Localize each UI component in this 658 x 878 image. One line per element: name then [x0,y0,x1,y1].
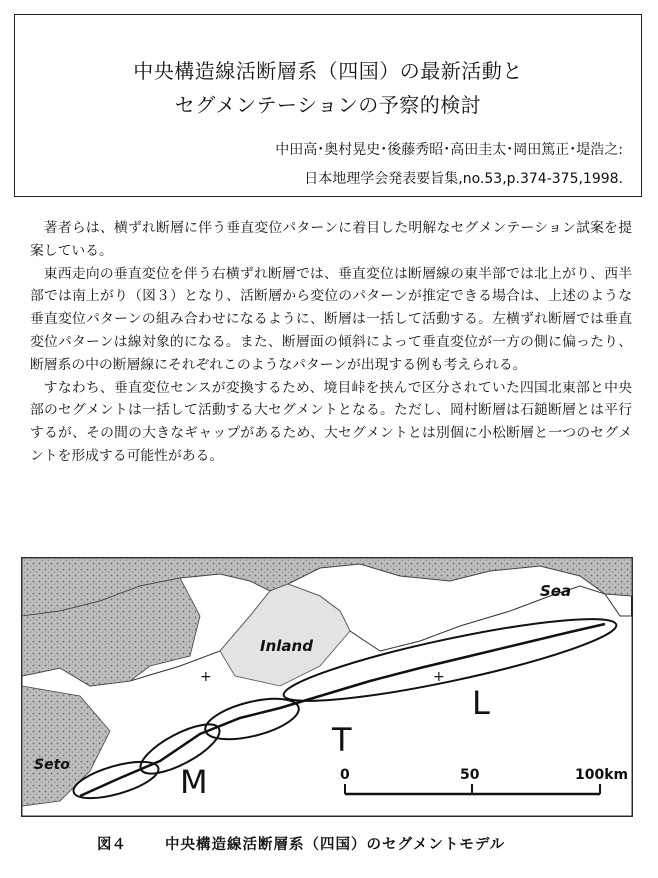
scale-tick-100: 100km [575,767,629,783]
marker-plus-east: + [433,669,445,685]
body-text [30,217,632,468]
paper-title-line2: セグメンテーションの予察的検討 [174,93,482,117]
caption-text: 中央構造線活断層系（四国）のセグメントモデル [165,837,506,853]
label-seto: Seto [34,757,70,773]
paragraph-1: 著者らは、横ずれ断層に伴う垂直変位パターンに着目した明解なセグメンテーション試案を提案している。 [30,220,632,259]
citation: 日本地理学会発表要旨集,no.53,p.374-375,1998. [304,171,623,187]
segment-label-t: T [332,721,352,759]
segment-label-l: L [472,684,490,722]
label-inland: Inland [260,637,313,655]
segment-label-m: M [180,763,208,801]
scale-tick-50: 50 [460,767,480,783]
marker-plus-west: + [200,669,212,685]
paragraph-3: すなわち、垂直変位センスが変換するため、境目峠を挟んで区分されていた四国北東部と中央部のセグメントは一括して活動する大セグメントとなる。ただし、岡村断層は石鎚断層とは平行するが、その間の大きなギャップがあるため、大セグメントとは別個に小松断層と一つのセグメントを形成する可能性がある。 [30,379,632,464]
caption-number: 図４ [97,837,126,853]
author-list: 中田高･奥村晃史･後藤秀昭･高田圭太･岡田篤正･堤浩之: [275,142,623,158]
segment-map-figure [20,556,634,818]
label-sea: Sea [540,582,572,600]
scale-tick-0: 0 [340,767,350,783]
scale-bar [330,767,630,814]
paper-title-line1: 中央構造線活断層系（四国）の最新活動と [133,59,523,83]
header-box [14,14,642,197]
paragraph-2: 東西走向の垂直変位を伴う右横ずれ断層では、垂直変位は断層線の東半部では北上がり、西半部では南上がり（図３）となり、活断層から変位のパターンが推定できる場合は、上述のような垂直変位パターンの組み合わせになるように、断層は一括して活動する。左横ずれ断層では垂直変位パターンは線対象的になる。また、断層面の傾斜によって垂直変位が一方の側に偏ったり、断層系の中の断層線にそれぞれこのようなパターンが出現する例も考えられる。 [30,265,632,373]
